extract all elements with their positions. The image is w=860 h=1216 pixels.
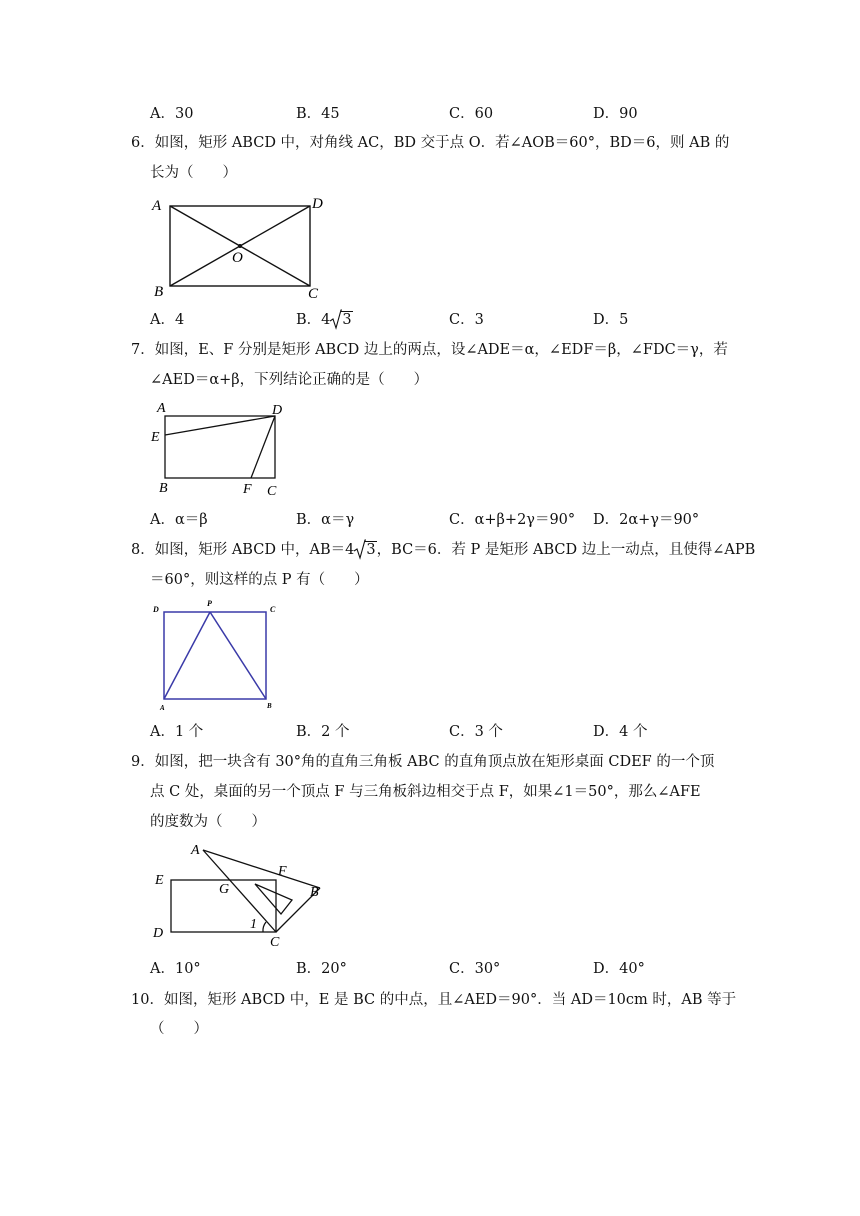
q5-option-c: C．60: [449, 106, 494, 122]
q6-option-a: A．4: [150, 312, 185, 328]
q6-label-a: A: [152, 198, 162, 214]
q5-option-a: A．30: [150, 106, 194, 122]
q7-text-line2: ∠AED＝α+β，下列结论正确的是（ ）: [150, 372, 429, 388]
q7-label-a: A: [157, 401, 166, 416]
q7-label-c: C: [267, 484, 277, 499]
q6-option-c: C．3: [449, 312, 484, 328]
q9-label-d: D: [153, 926, 164, 941]
q9-figure: [145, 838, 335, 953]
q9-text-line3: 的度数为（ ）: [150, 814, 266, 830]
q8-option-a: A．1 个: [150, 724, 204, 740]
q5-option-b: B．45: [296, 106, 340, 122]
q8-text-line1-b: ，BC＝6．若 P 是矩形 ABCD 边上一动点，且使得∠APB: [376, 542, 756, 558]
q6-label-o: O: [232, 250, 243, 266]
q8-option-b: B．2 个: [296, 724, 350, 740]
q9-label-g: G: [219, 882, 230, 897]
q7-label-d: D: [272, 403, 283, 418]
q7-option-b: B．α＝γ: [296, 512, 355, 528]
q8-figure: [148, 598, 283, 713]
q10-text-line1: 10．如图，矩形 ABCD 中，E 是 BC 的中点，且∠AED＝90°．当 AD＝10cm 时，AB 等于: [131, 992, 737, 1008]
q7-option-d: D．2α+γ＝90°: [593, 512, 700, 528]
q6-option-d: D．5: [593, 312, 629, 328]
q8-label-b: B: [267, 702, 272, 710]
q8-text-line2: ＝60°，则这样的点 P 有（ ）: [150, 572, 369, 588]
q8-label-p: P: [207, 599, 212, 608]
q8-text-line1-a: 8．如图，矩形 ABCD 中，AB＝4: [131, 542, 355, 558]
q6-label-d: D: [312, 196, 323, 212]
q7-label-b: B: [159, 481, 168, 496]
q9-label-angle-1: 1: [250, 917, 257, 932]
q8-option-c: C．3 个: [449, 724, 503, 740]
q9-label-a: A: [191, 843, 200, 858]
q6-option-b-prefix: B．4: [296, 312, 331, 328]
q9-option-d: D．40°: [593, 961, 645, 977]
q8-label-d: D: [153, 605, 159, 614]
q6-option-b: [296, 310, 353, 330]
q7-label-f: F: [243, 482, 252, 497]
q7-label-e: E: [151, 430, 160, 445]
q6-text-line2: 长为（ ）: [150, 165, 237, 181]
q5-option-d: D．90: [593, 106, 638, 122]
q8-text-radicand: 3: [366, 542, 376, 558]
q9-option-b: B．20°: [296, 961, 347, 977]
sqrt-symbol: [330, 310, 352, 330]
q9-label-c: C: [270, 935, 280, 950]
q7-figure: [145, 398, 295, 500]
q9-text-line1: 9．如图，把一块含有 30°角的直角三角板 ABC 的直角顶点放在矩形桌面 CDEF 的一个顶: [131, 754, 715, 770]
q6-text-line1: 6．如图，矩形 ABCD 中，对角线 AC，BD 交于点 O．若∠AOB＝60°，BD＝6，则 AB 的: [131, 135, 730, 151]
q9-text-line2: 点 C 处，桌面的另一个顶点 F 与三角板斜边相交于点 F，如果∠1＝50°，那么∠AFE: [150, 784, 701, 800]
q7-option-c: C．α+β+2γ＝90°: [449, 512, 576, 528]
q9-label-e: E: [155, 873, 164, 888]
q6-label-c: C: [308, 286, 319, 302]
q9-option-a: A．10°: [150, 961, 201, 977]
sqrt-symbol: [354, 540, 376, 560]
q10-text-line2: （ ）: [150, 1021, 208, 1037]
q6-label-b: B: [154, 284, 164, 300]
q8-label-c: C: [270, 605, 276, 614]
q7-option-a: A．α＝β: [150, 512, 208, 528]
q7-text-line1: 7．如图，E、F 分别是矩形 ABCD 边上的两点，设∠ADE＝α，∠EDF＝β，∠FDC＝γ，若: [131, 342, 728, 358]
q8-option-d: D．4 个: [593, 724, 648, 740]
q6-figure: [140, 190, 340, 305]
q8-label-a: A: [160, 704, 165, 712]
q9-label-b: B: [310, 885, 319, 900]
q6-option-b-radicand: 3: [342, 312, 352, 328]
q9-label-f: F: [278, 864, 287, 879]
q9-option-c: C．30°: [449, 961, 501, 977]
q8-text-line1: [131, 540, 755, 560]
